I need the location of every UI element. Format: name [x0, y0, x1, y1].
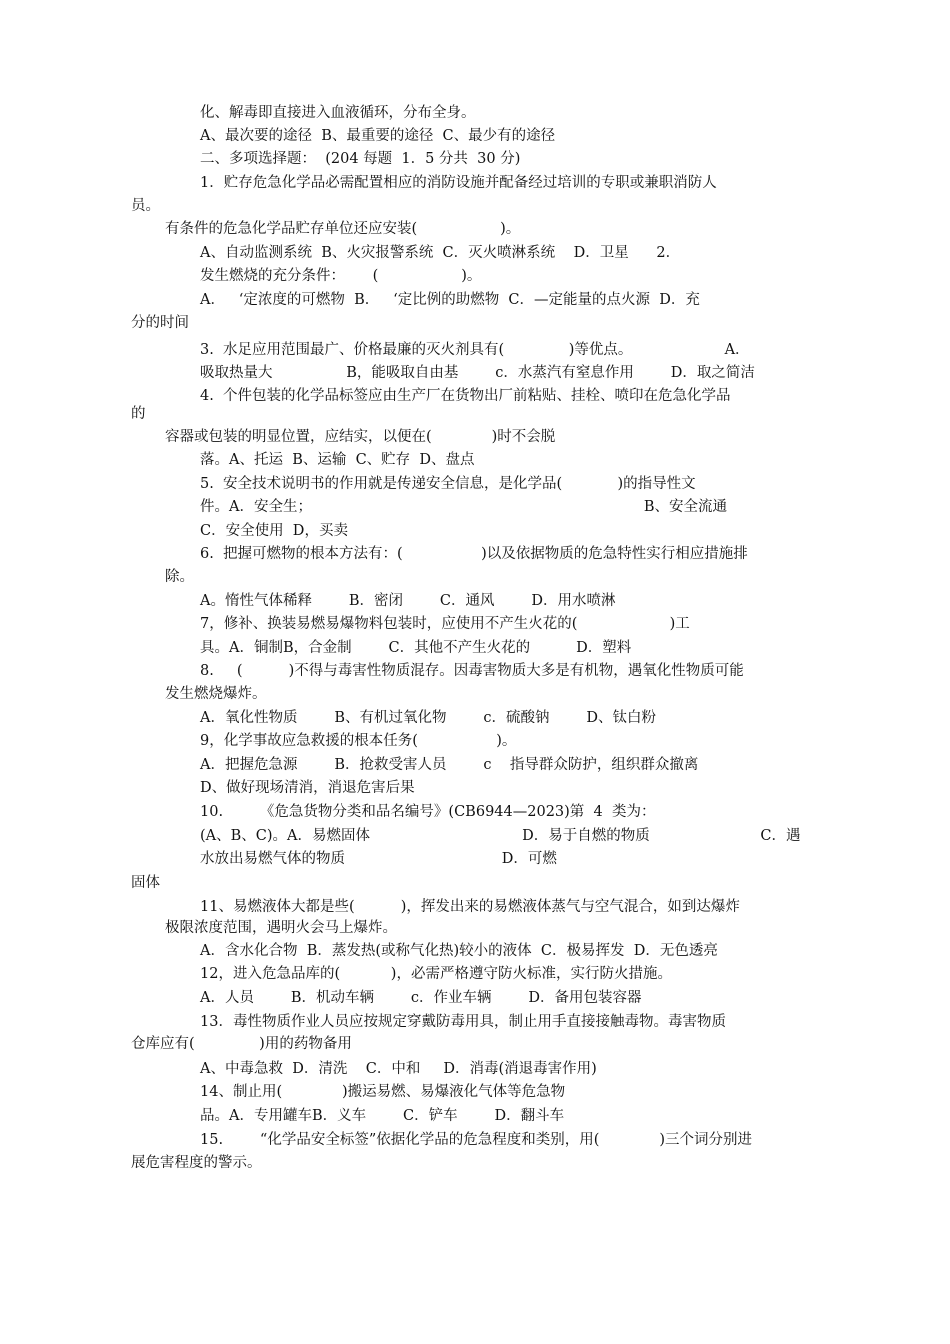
text-line: 容器或包装的明显位置，应结实，以便在( )时不会脱 — [165, 429, 556, 445]
text-line: 仓库应有( )用的药物备用 — [131, 1036, 352, 1052]
text-line: 极限浓度范围，遇明火会马上爆炸。 — [165, 920, 397, 936]
text-line: A。惰性气体稀释 B．密闭 C．通风 D．用水喷淋 — [200, 593, 616, 609]
text-line: 发生燃烧的充分条件： ( )。 — [200, 268, 482, 284]
text-line: A．含水化合物 B．蒸发热(或称气化热)较小的液体 C．极易挥发 D．无色透亮 — [200, 943, 718, 959]
text-line: 落。A、托运 B、运输 C、贮存 D、盘点 — [200, 452, 475, 468]
text-line: A． ‘定浓度的可燃物 B． ‘定比例的助燃物 C．—定能量的点火源 D．充 — [200, 292, 700, 308]
text-line: 15. “化学品安全标签”依据化学品的危急程度和类别，用( )三个词分别进 — [200, 1132, 752, 1148]
text-line: A、最次要的途径 B、最重要的途径 C、最少有的途径 — [200, 128, 556, 144]
text-line: A．人员 B．机动车辆 c．作业车辆 D．备用包装容器 — [200, 990, 642, 1006]
text-line: 8. ( )不得与毒害性物质混存。因毒害物质大多是有机物，遇氧化性物质可能 — [200, 663, 744, 679]
text-line: 有条件的危急化学品贮存单位还应安装( )。 — [165, 221, 521, 237]
text-line: 12，进入危急品库的( )，必需严格遵守防火标准，实行防火措施。 — [200, 966, 672, 982]
text-line: 除。 — [165, 569, 194, 585]
text-line: 具。A．铜制B，合金制 C．其他不产生火花的 D．塑料 — [200, 640, 632, 656]
text-line: 化、解毒即直接进入血液循环，分布全身。 — [200, 105, 476, 121]
text-line: A、自动监测系统 B、火灾报警系统 C．灭火喷淋系统 D．卫星 2． — [200, 245, 681, 261]
text-line: 水放出易燃气体的物质 D．可燃 — [200, 851, 557, 867]
text-line: 1．贮存危急化学品必需配置相应的消防设施并配备经过培训的专职或兼职消防人 — [200, 175, 717, 191]
text-line: (A、B、C)。A．易燃固体 D．易于自燃的物质 C．遇 — [200, 828, 801, 844]
text-line: A、中毒急救 D．清洗 C．中和 D．消毒(消退毒害作用) — [200, 1061, 597, 1077]
text-line: 发生燃烧爆炸。 — [165, 686, 267, 702]
text-line: 13．毒性物质作业人员应按规定穿戴防毒用具，制止用手直接接触毒物。毒害物质 — [200, 1014, 726, 1030]
text-line: 的 — [131, 406, 146, 422]
text-line: 员。 — [131, 198, 160, 214]
text-line: 11、易燃液体大都是些( )，挥发出来的易燃液体蒸气与空气混合，如到达爆炸 — [200, 899, 740, 915]
text-line: 10. 《危急货物分类和品名编号》(CB6944—2023)第 4 类为： — [200, 804, 656, 820]
text-line: A．把握危急源 B．抢救受害人员 c 指导群众防护，组织群众撤离 — [200, 757, 699, 773]
text-line: D、做好现场清消，消退危害后果 — [200, 780, 415, 796]
text-line: 品。A．专用罐车B．义车 C．铲车 D．翻斗车 — [200, 1108, 565, 1124]
text-line: 6. 把握可燃物的根本方法有：( )以及依据物质的危急特性实行相应措施排 — [200, 546, 748, 562]
text-line: 5. 安全技术说明书的作用就是传递安全信息，是化学品( )的指导性文 — [200, 476, 696, 492]
text-line: 4. 个件包装的化学品标签应由生产厂在货物出厂前粘贴、挂栓、喷印在危急化学品 — [200, 388, 731, 404]
section-heading: 二、多项选择题： (204 每题 1．5 分共 30 分) — [200, 151, 521, 167]
text-line: C．安全使用 D，买卖 — [200, 523, 348, 539]
text-line: 展危害程度的警示。 — [131, 1155, 262, 1171]
text-line: 9，化学事故应急救援的根本任务( )。 — [200, 733, 517, 749]
text-line: 件。A．安全生； B、安全流通 — [200, 499, 727, 515]
text-line: 3. 水足应用范围最广、价格最廉的灭火剂具有( )等优点。 A． — [200, 342, 750, 358]
text-line: 7，修补、换装易燃易爆物料包装时，应使用不产生火花的( )工 — [200, 616, 690, 632]
text-line: 分的时间 — [131, 315, 189, 331]
text-line: A．氧化性物质 B、有机过氧化物 c．硫酸钠 D、钛白粉 — [200, 710, 656, 726]
text-line: 固体 — [131, 875, 160, 891]
text-line: 吸取热量大 B，能吸取自由基 c．水蒸汽有窒息作用 D．取之简洁 — [200, 365, 755, 381]
text-line: 14、制止用( )搬运易燃、易爆液化气体等危急物 — [200, 1084, 566, 1100]
